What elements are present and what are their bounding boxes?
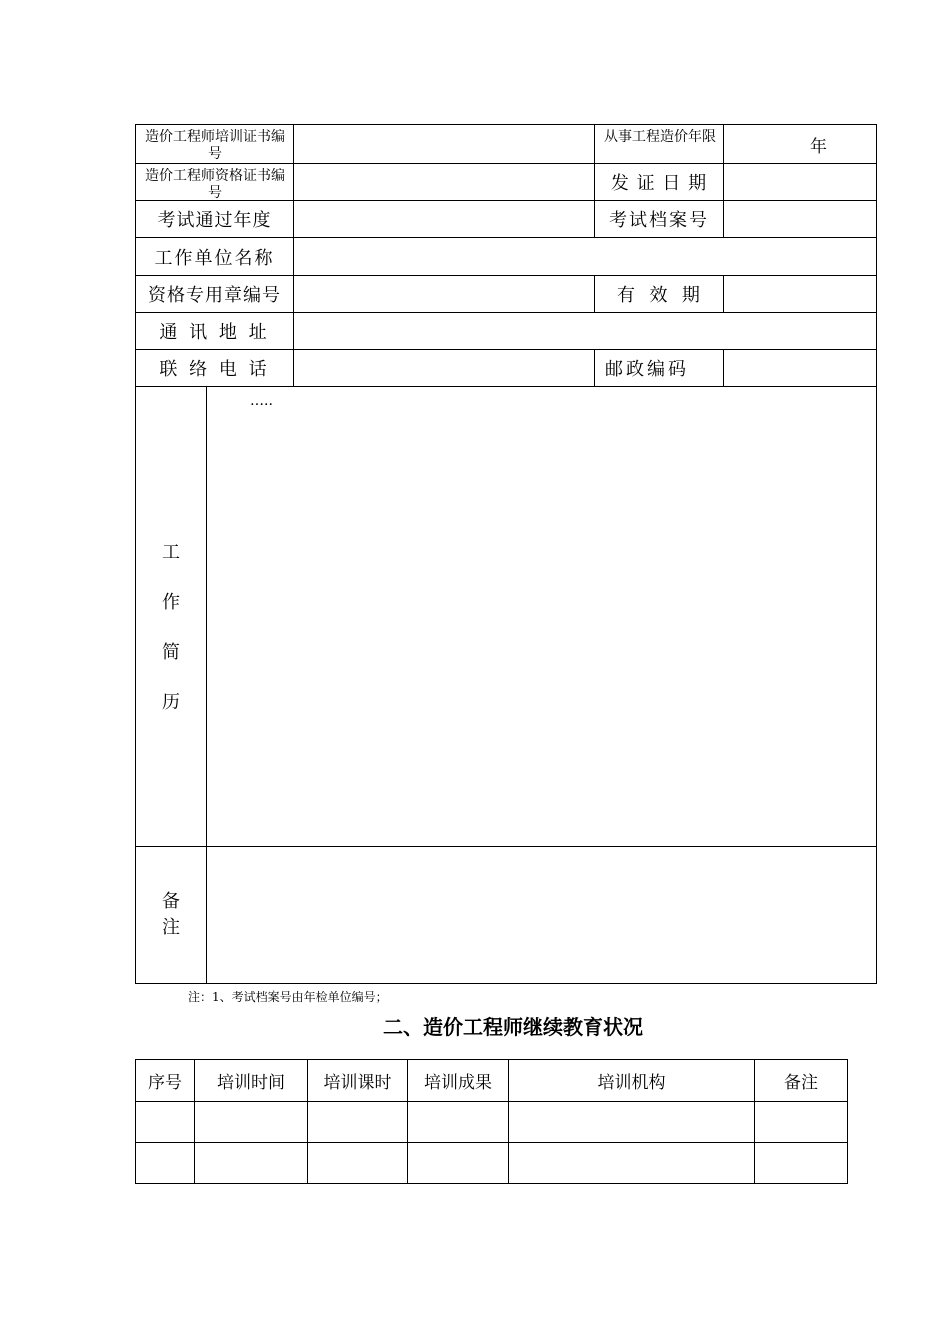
training-cert-no-label: 造价工程师培训证书编号	[145, 129, 285, 162]
validity-period-label: 有 效 期	[617, 285, 701, 306]
header-training-time: 培训时间	[217, 1073, 285, 1093]
section2-title: 二、造价工程师继续教育状况	[383, 1015, 643, 1039]
employer-name-label: 工作单位名称	[154, 247, 275, 269]
issue-date-label: 发 证 日 期	[610, 173, 708, 194]
table1-row-divider	[135, 163, 877, 164]
header-training-institution: 培训机构	[597, 1073, 666, 1093]
table1-col-divider	[206, 386, 207, 984]
qualification-cert-no-label: 造价工程师资格证书编号	[145, 168, 285, 200]
header-training-hours: 培训课时	[323, 1073, 392, 1093]
years-in-cost-engineering-label: 从事工程造价年限	[604, 129, 716, 145]
table2-border-bottom	[135, 1183, 848, 1184]
work-history-char: 工	[162, 542, 180, 563]
work-history-char: 历	[162, 692, 180, 713]
table1-row-divider	[135, 846, 877, 847]
table2-border-right	[847, 1059, 848, 1184]
remarks-char: 注	[162, 917, 180, 938]
exam-pass-year-label: 考试通过年度	[157, 210, 272, 231]
postal-code-label: 邮政编码	[605, 359, 689, 380]
remarks-char: 备	[162, 891, 180, 912]
exam-file-no-label: 考试档案号	[609, 210, 709, 231]
footnote: 注：1、考试档案号由年检单位编号；	[188, 990, 388, 1004]
years-unit: 年	[810, 136, 828, 157]
table1-col-divider	[723, 349, 724, 387]
seal-no-label: 资格专用章编号	[148, 285, 281, 306]
phone-label: 联 络 电 话	[159, 359, 270, 380]
table2-row-divider	[135, 1101, 848, 1102]
header-serial-no: 序号	[148, 1073, 182, 1093]
header-remarks: 备注	[784, 1073, 818, 1093]
work-history-label	[136, 528, 206, 728]
table1-row-divider	[135, 386, 877, 387]
remarks-label	[136, 889, 206, 941]
work-history-content: …..	[250, 393, 273, 409]
table2-row-divider	[135, 1142, 848, 1143]
mailing-address-label: 通 讯 地 址	[159, 322, 270, 343]
work-history-char: 简	[162, 642, 180, 663]
work-history-char: 作	[162, 592, 180, 613]
header-training-result: 培训成果	[424, 1073, 492, 1093]
table1-border-right	[876, 124, 877, 984]
table1-col-divider	[293, 124, 294, 387]
table1-border-bottom	[135, 983, 877, 984]
table1-col-divider	[723, 275, 724, 313]
